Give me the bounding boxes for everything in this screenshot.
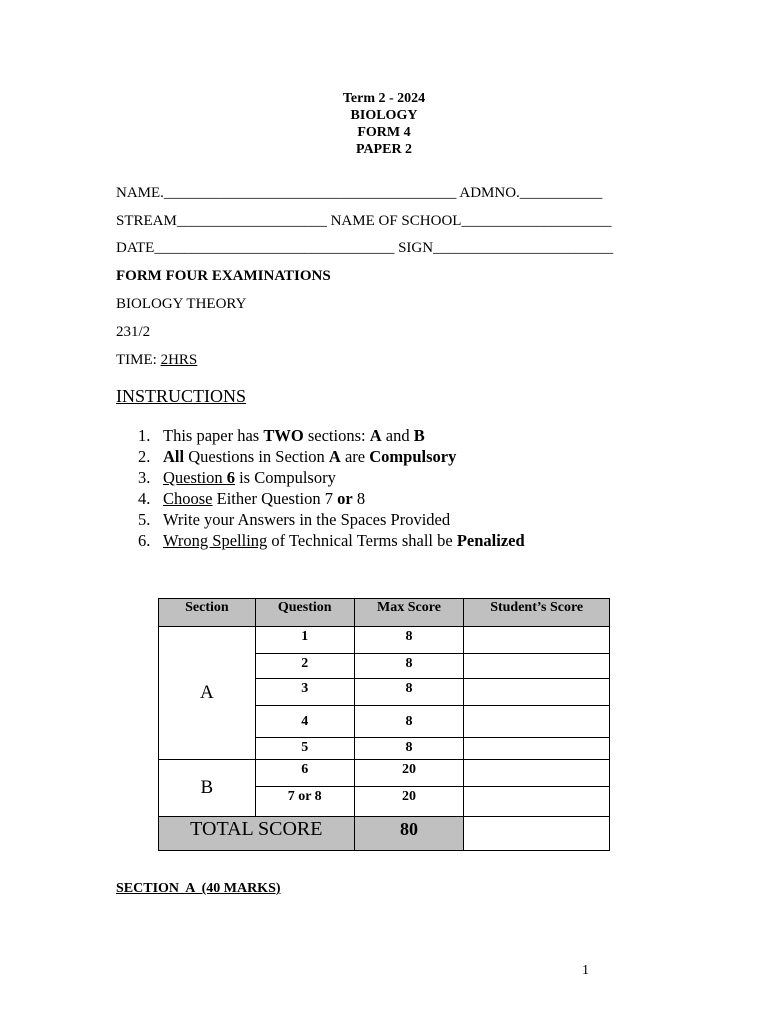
- stream-label: STREAM: [116, 213, 177, 229]
- max-score-cell: 20: [354, 760, 464, 787]
- list-item: [138, 446, 525, 467]
- instruction-bold: or: [337, 489, 353, 508]
- list-number: 6.: [138, 531, 151, 550]
- instruction-bold: All: [163, 447, 185, 466]
- table-row: [159, 627, 610, 654]
- instruction-text: is Compulsory: [234, 468, 336, 487]
- max-score-cell: 8: [354, 627, 464, 654]
- stream-field[interactable]: ____________________: [176, 213, 327, 229]
- student-score-cell[interactable]: [464, 654, 610, 679]
- exam-title: FORM FOUR EXAMINATIONS: [116, 268, 331, 284]
- page-number-wrap: [0, 963, 589, 979]
- list-item: [138, 488, 525, 509]
- question-cell: 4: [255, 706, 354, 738]
- table-row: [159, 760, 610, 787]
- total-row: [159, 817, 610, 851]
- question-cell: 5: [255, 738, 354, 760]
- name-admno-line: [116, 185, 602, 202]
- instruction-text: Write your Answers in the Spaces Provided: [163, 510, 451, 529]
- date-label: DATE: [116, 240, 155, 256]
- form-heading: FORM 4: [357, 125, 411, 140]
- header-student-score: Student’s Score: [464, 599, 610, 627]
- school-field[interactable]: ____________________: [461, 213, 612, 229]
- exam-code: 231/2: [116, 324, 151, 340]
- list-item: [138, 509, 525, 530]
- date-sign-line: [116, 240, 613, 257]
- school-label: NAME OF SCHOOL: [330, 213, 462, 229]
- paper-heading: PAPER 2: [355, 142, 413, 157]
- max-score-cell: 8: [354, 654, 464, 679]
- sign-label: SIGN: [398, 240, 434, 256]
- instruction-underlined: Wrong Spelling: [163, 531, 268, 550]
- instructions-title: INSTRUCTIONS: [116, 386, 247, 406]
- instruction-bold: A: [328, 447, 341, 466]
- max-score-cell: 8: [354, 679, 464, 706]
- instruction-bold: A: [369, 426, 382, 445]
- instruction-bold: TWO: [263, 426, 304, 445]
- student-score-cell[interactable]: [464, 706, 610, 738]
- instruction-text: are: [340, 447, 370, 466]
- student-score-cell[interactable]: [464, 627, 610, 654]
- total-score-label: TOTAL SCORE: [159, 817, 355, 851]
- header-max-score: Max Score: [354, 599, 464, 627]
- instruction-underlined: Question: [163, 468, 227, 487]
- instruction-text: sections:: [303, 426, 370, 445]
- name-field[interactable]: _______________________________________: [163, 185, 457, 201]
- date-field[interactable]: ________________________________: [154, 240, 395, 256]
- student-score-cell[interactable]: [464, 679, 610, 706]
- header-section: Section: [159, 599, 256, 627]
- exam-time: [116, 352, 197, 369]
- instruction-bold-underlined: 6: [226, 468, 235, 487]
- instruction-text: and: [381, 426, 414, 445]
- subject-heading: BIOLOGY: [350, 108, 418, 123]
- instruction-text: of Technical Terms shall be: [267, 531, 457, 550]
- list-number: 5.: [138, 510, 151, 529]
- max-score-cell: 20: [354, 787, 464, 817]
- list-number: 4.: [138, 489, 151, 508]
- max-score-cell: 8: [354, 706, 464, 738]
- time-value: 2HRS: [160, 352, 198, 368]
- question-cell: 6: [255, 760, 354, 787]
- list-item: [138, 425, 525, 446]
- question-cell: 3: [255, 679, 354, 706]
- list-number: 3.: [138, 468, 151, 487]
- admno-field[interactable]: ___________: [519, 185, 603, 201]
- exam-theory: BIOLOGY THEORY: [116, 296, 247, 312]
- instruction-underlined: Choose: [163, 489, 213, 508]
- section-a-heading: SECTION A (40 MARKS): [116, 881, 281, 896]
- paper-header: [0, 90, 768, 158]
- instruction-text: Either Question 7: [212, 489, 338, 508]
- page-number: 1: [582, 963, 589, 978]
- instructions-list: [138, 425, 525, 551]
- section-a-cell: A: [159, 627, 256, 760]
- score-table: [158, 598, 610, 851]
- student-score-cell[interactable]: [464, 787, 610, 817]
- instruction-text: This paper has: [163, 426, 264, 445]
- instruction-bold: Compulsory: [369, 447, 457, 466]
- instruction-text: Questions in Section: [184, 447, 329, 466]
- student-total-cell[interactable]: [464, 817, 610, 851]
- header-question: Question: [255, 599, 354, 627]
- sign-field[interactable]: ________________________: [433, 240, 614, 256]
- list-number: 2.: [138, 447, 151, 466]
- table-header-row: [159, 599, 610, 627]
- student-score-cell[interactable]: [464, 760, 610, 787]
- stream-school-line: [116, 213, 611, 230]
- time-label: TIME:: [116, 352, 161, 368]
- admno-label: ADMNO.: [459, 185, 520, 201]
- question-cell: 2: [255, 654, 354, 679]
- instruction-bold: Penalized: [456, 531, 525, 550]
- instruction-text: 8: [352, 489, 366, 508]
- instruction-bold: B: [413, 426, 425, 445]
- list-item: [138, 467, 525, 488]
- total-score-value: 80: [354, 817, 464, 851]
- list-number: 1.: [138, 426, 151, 445]
- student-score-cell[interactable]: [464, 738, 610, 760]
- term-heading: Term 2 - 2024: [342, 91, 426, 106]
- name-label: NAME.: [116, 185, 164, 201]
- list-item: [138, 530, 525, 551]
- question-cell: 1: [255, 627, 354, 654]
- section-b-cell: B: [159, 760, 256, 817]
- question-cell: 7 or 8: [255, 787, 354, 817]
- max-score-cell: 8: [354, 738, 464, 760]
